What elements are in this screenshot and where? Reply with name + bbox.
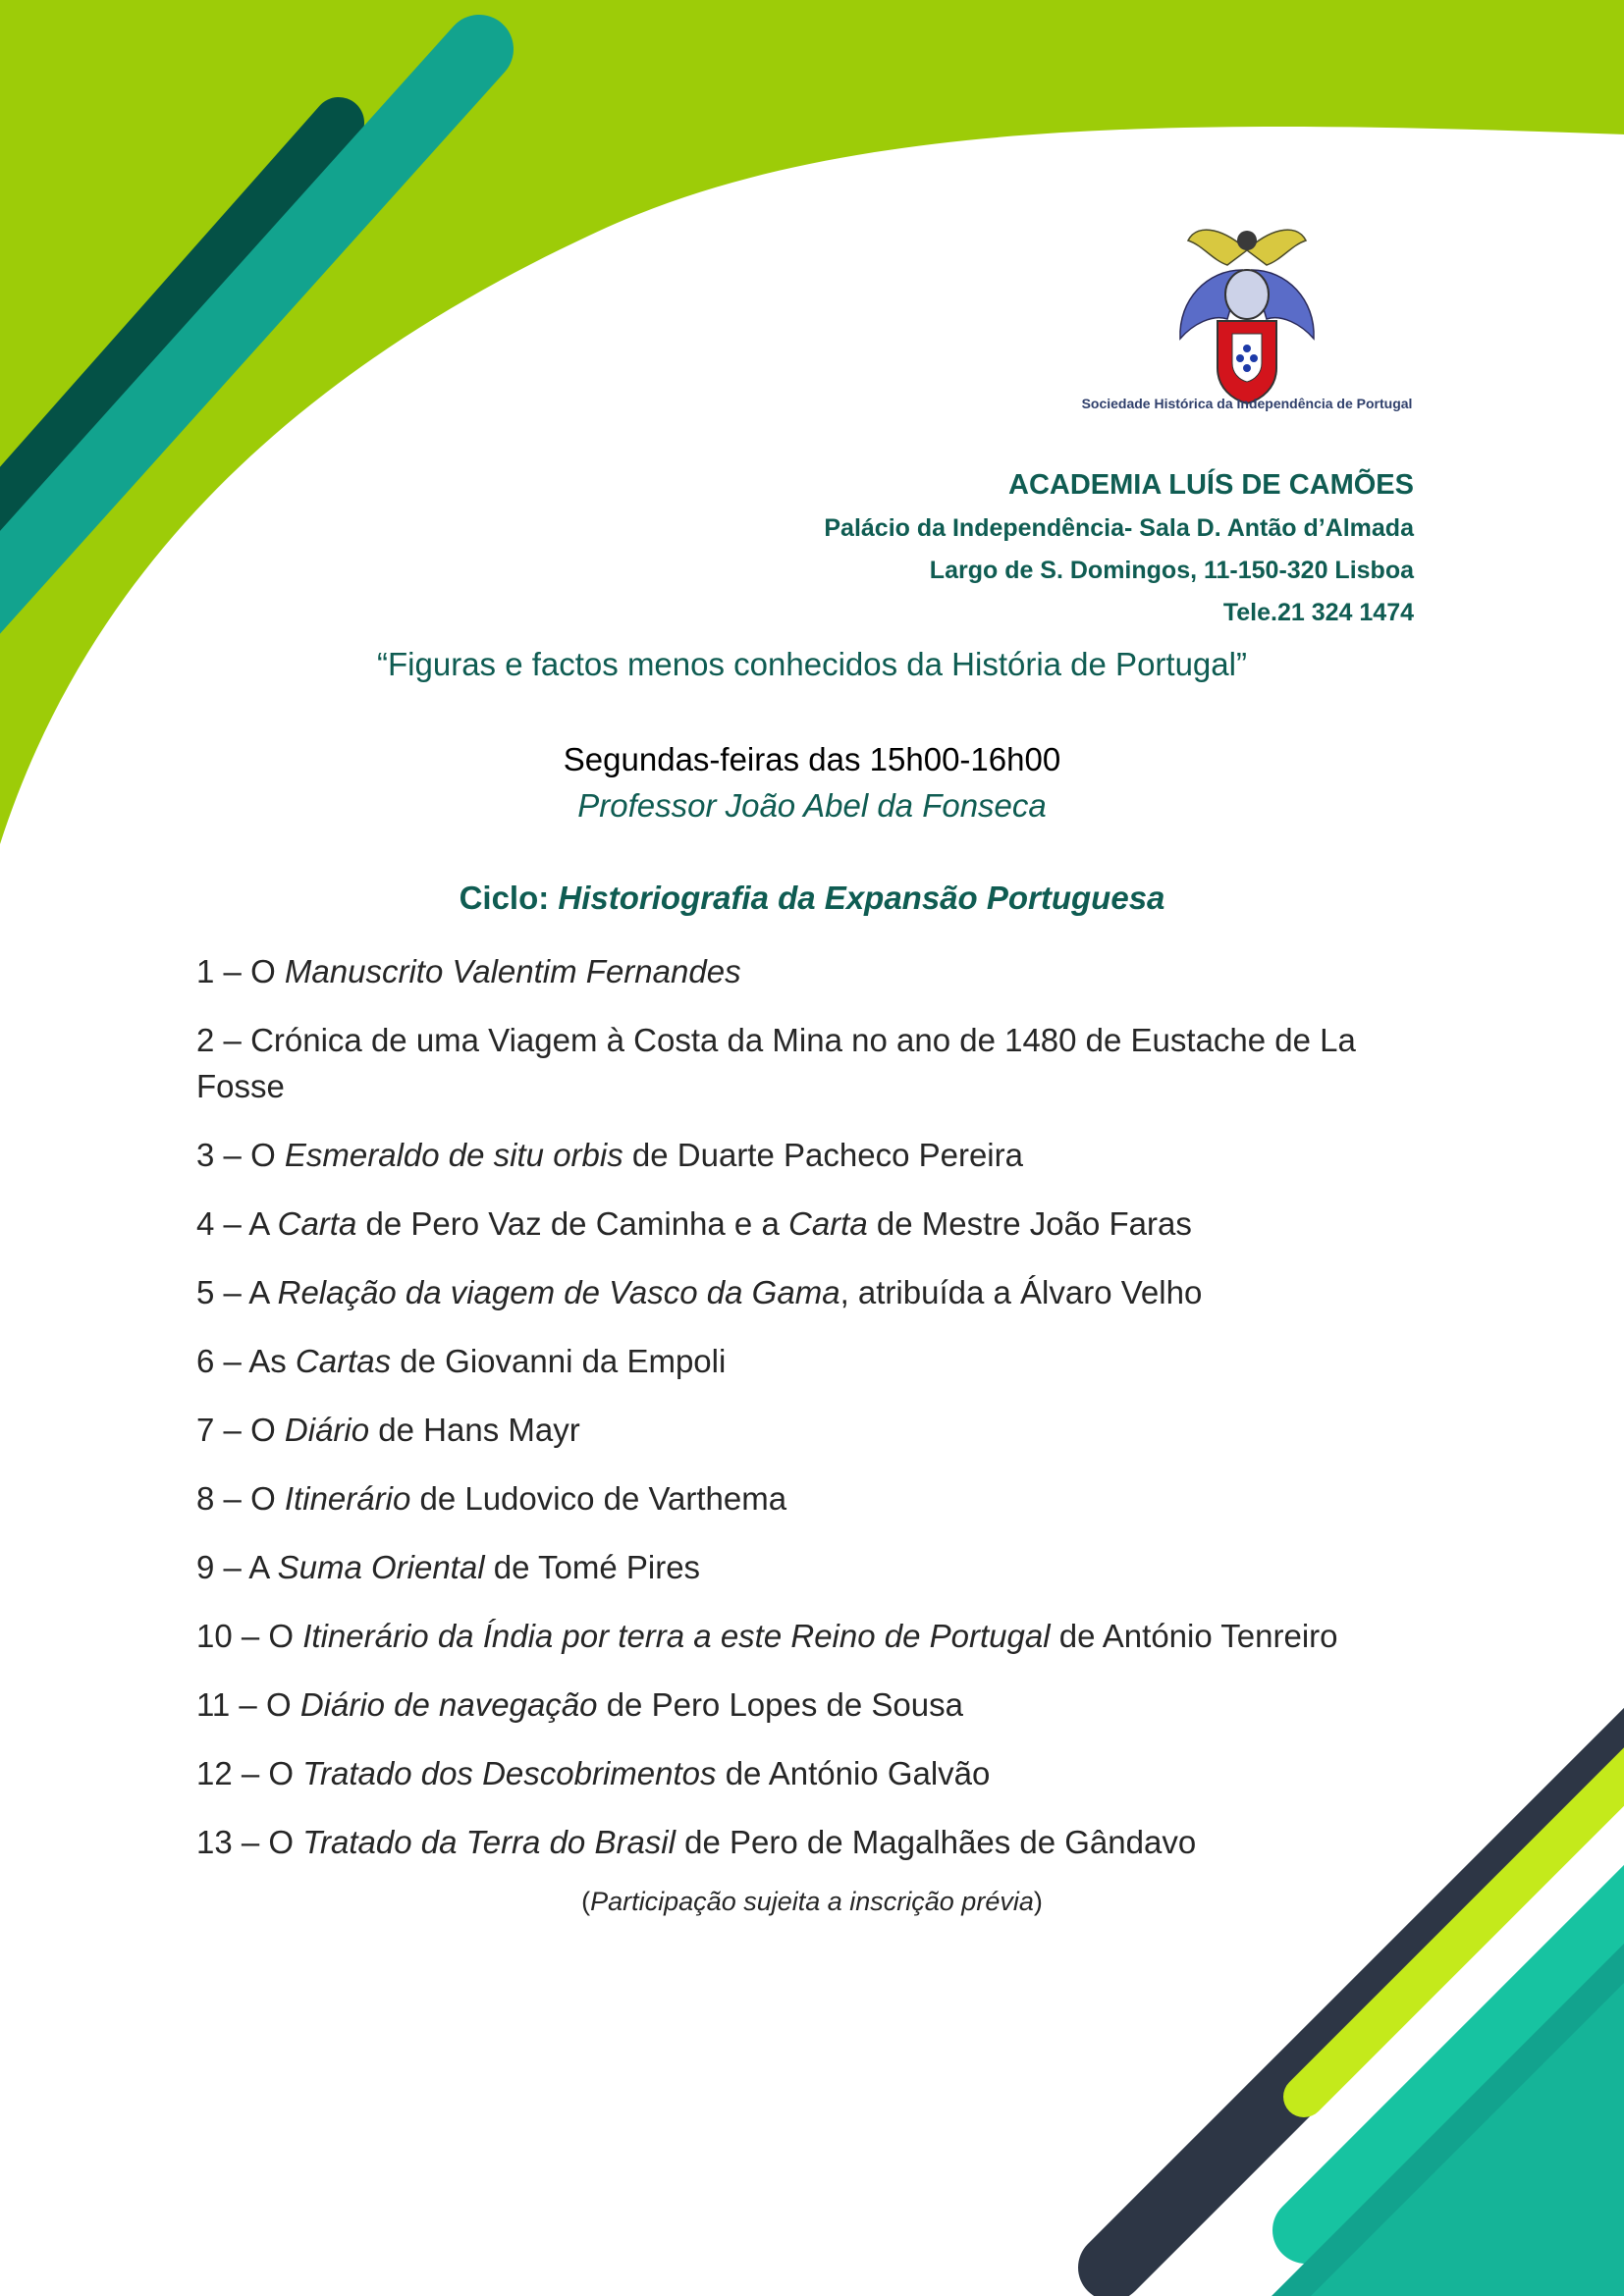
space — [268, 1549, 277, 1585]
session-item — [196, 1338, 1434, 1384]
dragon-head — [1237, 231, 1257, 250]
session-article: O — [268, 1618, 295, 1654]
space — [598, 1686, 607, 1723]
session-author: de Mestre João Faras — [876, 1205, 1192, 1242]
session-article: O — [268, 1824, 295, 1860]
space — [294, 1618, 302, 1654]
session-title: Manuscrito Valentim Fernandes — [284, 953, 741, 989]
address-line: Largo de S. Domingos, 11-150-320 Lisboa — [929, 557, 1414, 584]
space — [268, 1274, 277, 1310]
space — [780, 1205, 788, 1242]
session-number: 1 — [196, 953, 215, 989]
session-title: Tratado da Terra do Brasil — [302, 1824, 676, 1860]
session-dash: – — [232, 1755, 269, 1791]
session-title: Tratado dos Descobrimentos — [302, 1755, 717, 1791]
session-number: 11 — [196, 1686, 231, 1723]
session-author: de Pero de Magalhães de Gândavo — [684, 1824, 1197, 1860]
session-number: 3 — [196, 1137, 215, 1173]
space — [276, 1137, 285, 1173]
dragon-wing-right — [1247, 230, 1306, 265]
cycle-name: Historiografia da Expansão Portuguesa — [558, 880, 1165, 916]
venue-line: Palácio da Independência- Sala D. Antão d’Almada — [824, 514, 1414, 542]
session-author: de Ludovico de Varthema — [419, 1480, 787, 1517]
session-number: 2 — [196, 1022, 215, 1058]
session-number: 9 — [196, 1549, 215, 1585]
session-text: Crónica de uma Viagem à Costa da Mina no ano de 1480 de Eustache de La Fosse — [196, 1022, 1356, 1104]
space — [287, 1343, 296, 1379]
professor-name: Professor João Abel da Fonseca — [577, 787, 1047, 824]
cycle-heading — [196, 880, 1428, 917]
session-article: A — [248, 1274, 269, 1310]
session-title: Itinerário da Índia por terra a este Reino de Portugal — [302, 1618, 1051, 1654]
session-dash: – — [214, 1480, 251, 1517]
space — [369, 1412, 378, 1448]
series-title: “Figuras e factos menos conhecidos da História de Portugal” — [377, 646, 1247, 682]
session-dash: – — [232, 1618, 269, 1654]
space — [676, 1824, 684, 1860]
session-author: de António Galvão — [725, 1755, 991, 1791]
session-item — [196, 1544, 1434, 1590]
session-author: de Tomé Pires — [493, 1549, 701, 1585]
session-item — [196, 1475, 1434, 1522]
space — [276, 953, 285, 989]
session-title: Carta — [277, 1205, 357, 1242]
session-dash: – — [214, 953, 251, 989]
session-dash: – — [214, 1549, 249, 1585]
session-number: 5 — [196, 1274, 215, 1310]
session-article: O — [265, 1686, 292, 1723]
session-author: , atribuída a Álvaro Velho — [839, 1274, 1203, 1310]
space — [292, 1686, 300, 1723]
space — [276, 1412, 285, 1448]
session-article: O — [250, 953, 276, 989]
session-dash: – — [214, 1022, 251, 1058]
session-title: Relação da viagem de Vasco da Gama — [277, 1274, 840, 1310]
session-article: As — [248, 1343, 287, 1379]
space — [623, 1137, 632, 1173]
session-number: 6 — [196, 1343, 215, 1379]
helmet — [1225, 270, 1269, 319]
space — [717, 1755, 726, 1791]
schedule-line: Segundas-feiras das 15h00-16h00 — [563, 741, 1061, 777]
space — [276, 1480, 285, 1517]
session-article: O — [268, 1755, 295, 1791]
registration-note-text: Participação sujeita a inscrição prévia — [590, 1887, 1034, 1916]
session-item — [196, 1201, 1434, 1247]
session-list — [196, 948, 1434, 1888]
session-dash: – — [214, 1343, 249, 1379]
session-item — [196, 1407, 1434, 1453]
space — [294, 1755, 302, 1791]
registration-note: (Participação sujeita a inscrição prévia) — [581, 1887, 1043, 1916]
session-dash: – — [214, 1274, 249, 1310]
session-dash: – — [214, 1412, 251, 1448]
dragon-wing-left — [1188, 230, 1247, 265]
session-dash: – — [214, 1205, 249, 1242]
session-number: 7 — [196, 1412, 215, 1448]
session-mid: de Pero Vaz de Caminha e a — [365, 1205, 780, 1242]
session-title: Diário — [284, 1412, 370, 1448]
space — [268, 1205, 277, 1242]
session-article: O — [250, 1412, 276, 1448]
session-author: de António Tenreiro — [1058, 1618, 1338, 1654]
space — [485, 1549, 494, 1585]
session-author: de Duarte Pacheco Pereira — [631, 1137, 1023, 1173]
session-dash: – — [230, 1686, 266, 1723]
session-number: 12 — [196, 1755, 233, 1791]
session-article: O — [250, 1137, 276, 1173]
academy-title: ACADEMIA LUÍS DE CAMÕES — [1008, 469, 1414, 501]
session-article: A — [248, 1549, 269, 1585]
top-lime-wave — [0, 0, 1624, 844]
session-title: Diário de navegação — [299, 1686, 598, 1723]
session-article: O — [250, 1480, 276, 1517]
session-title: Suma Oriental — [277, 1549, 485, 1585]
session-title-2: Carta — [787, 1205, 868, 1242]
space — [391, 1343, 400, 1379]
space — [1051, 1618, 1059, 1654]
session-number: 10 — [196, 1618, 233, 1654]
session-item — [196, 1613, 1434, 1659]
session-title: Cartas — [295, 1343, 392, 1379]
session-number: 8 — [196, 1480, 215, 1517]
session-title: Itinerário — [284, 1480, 411, 1517]
session-author: de Pero Lopes de Sousa — [606, 1686, 963, 1723]
session-title: Esmeraldo de situ orbis — [284, 1137, 623, 1173]
session-item — [196, 1017, 1434, 1109]
session-number: 13 — [196, 1824, 233, 1860]
session-item — [196, 1132, 1434, 1178]
session-author: de Giovanni da Empoli — [400, 1343, 727, 1379]
cycle-label: Ciclo: — [459, 880, 550, 916]
session-dash: – — [232, 1824, 269, 1860]
session-item — [196, 948, 1434, 994]
organization-caption: Sociedade Histórica da Independência de Portugal — [1081, 396, 1413, 411]
phone-line: Tele.21 324 1474 — [1222, 599, 1414, 626]
space — [294, 1824, 302, 1860]
session-item — [196, 1819, 1434, 1865]
session-article: A — [248, 1205, 269, 1242]
session-dash: – — [214, 1137, 251, 1173]
session-author: de Hans Mayr — [378, 1412, 580, 1448]
session-item — [196, 1682, 1434, 1728]
space — [868, 1205, 877, 1242]
session-number: 4 — [196, 1205, 215, 1242]
session-item — [196, 1750, 1434, 1796]
coat-of-arms-logo — [1080, 211, 1414, 417]
session-item — [196, 1269, 1434, 1315]
